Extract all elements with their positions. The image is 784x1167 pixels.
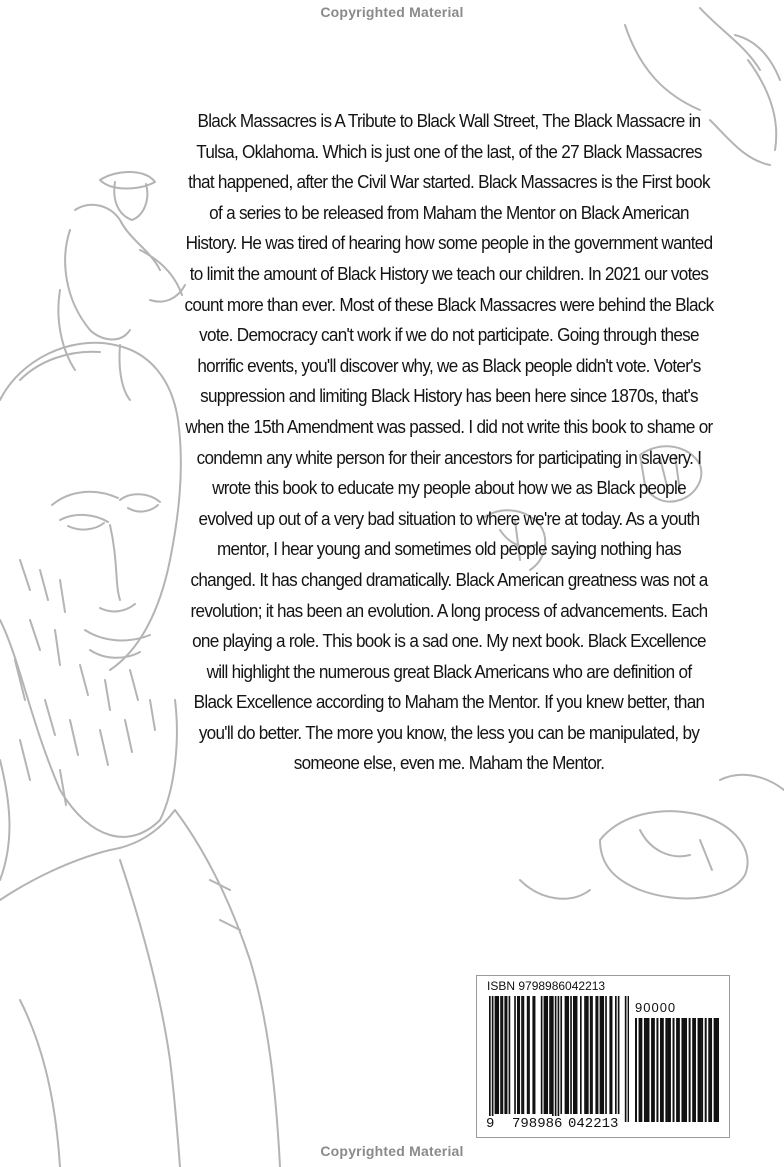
barcode-bar (570, 996, 572, 1114)
addon-bar (644, 1018, 646, 1122)
isbn-barcode (476, 975, 730, 1138)
blurb-line: evolved up out of a very bad situation to where we're at today. As a youth (198, 507, 700, 529)
blurb-line: mentor, I hear young and sometimes old people saying nothing has (216, 538, 682, 560)
addon-bar (673, 1018, 675, 1122)
blurb-line: Tulsa, Oklahoma. Which is just one of the last, of the 27 Black Massacres (196, 140, 702, 162)
addon-bar (639, 1018, 641, 1122)
addon-bar (714, 1018, 716, 1122)
barcode-bar (518, 996, 520, 1114)
addon-bar (665, 1018, 667, 1122)
addon-bar (669, 1018, 671, 1122)
barcode-bar (555, 996, 557, 1122)
blurb-line: will highlight the numerous great Black Americans who are definition of (206, 660, 692, 682)
barcode-bar (541, 996, 543, 1114)
addon-bar (651, 1018, 653, 1122)
addon-bar (708, 1018, 710, 1122)
barcode-bar (591, 996, 593, 1114)
barcode-bar (576, 996, 578, 1114)
blurb-line: Black Massacres is A Tribute to Black Wall Street, The Black Massacre in (197, 110, 701, 131)
blurb-line: horrific events, you'll discover why, we as Black people didn't vote. Voter's (197, 354, 701, 376)
barcode-bar (497, 996, 499, 1114)
barcode-bar (560, 996, 562, 1114)
blurb-line: History. He was tired of hearing how some people in the government wanted (185, 232, 713, 254)
addon-bar (710, 1018, 712, 1122)
addon-bar (653, 1018, 655, 1122)
blurb-line: one playing a role. This book is a sad one. My next book. Black Excellence (192, 630, 706, 652)
addon-bar (689, 1018, 691, 1122)
barcode-bar (628, 996, 629, 1122)
addon-barcode-bars (635, 1018, 719, 1122)
barcode-bar (615, 996, 617, 1114)
barcode-bar (552, 996, 554, 1122)
addon-bar (662, 1018, 664, 1122)
isbn-digits-right: 042213 (568, 1116, 619, 1132)
barcode-bar (502, 996, 504, 1114)
addon-bar (646, 1018, 648, 1122)
addon-bar (648, 1018, 650, 1122)
addon-bar (717, 1018, 719, 1122)
addon-bar (667, 1018, 669, 1122)
blurb-line: when the 15th Amendment was passed. I did not write this book to shame or (185, 415, 713, 437)
barcode-bar (492, 996, 494, 1122)
barcode-bar (605, 996, 607, 1114)
barcode-bar (625, 996, 627, 1122)
isbn-label: ISBN 9798986042213 (487, 979, 606, 993)
barcode-bar (611, 996, 613, 1114)
back-cover-blurb (171, 106, 727, 779)
barcode-bar (523, 996, 525, 1114)
isbn-digit-first: 9 (486, 1116, 495, 1132)
addon-bar (640, 1018, 642, 1122)
ean13-barcode-bars (489, 996, 629, 1122)
barcode-bar (567, 996, 569, 1114)
addon-bar (698, 1018, 700, 1122)
blurb-line: you'll do better. The more you know, the less you can be manipulated, by (198, 721, 700, 743)
addon-bar (635, 1018, 637, 1122)
blurb-line: suppression and limiting Black History has been here since 1870s, that's (200, 385, 698, 407)
addon-bar (699, 1018, 701, 1122)
barcode-bar (546, 996, 548, 1114)
blurb-line: to limit the amount of Black History we teach our children. In 2021 our votes (189, 262, 709, 284)
addon-bar (683, 1018, 685, 1122)
blurb-line: condemn any white person for their ancestors for participating in slavery. I (196, 446, 702, 468)
addon-bar (701, 1018, 703, 1122)
isbn-digits-left: 798986 (512, 1116, 563, 1132)
blurb-line: count more than ever. Most of these Black Massacres were behind the Black (184, 293, 714, 315)
price-code: 90000 (635, 1000, 677, 1015)
addon-bar (678, 1018, 680, 1122)
blurb-line: wrote this book to educate my people about how we as Black people (212, 477, 686, 499)
addon-bar (705, 1018, 707, 1122)
blurb-line: vote. Democracy can't work if we do not participate. Going through these (199, 324, 699, 346)
addon-bar (715, 1018, 717, 1122)
blurb-line: someone else, even me. Maham the Mentor. (293, 752, 605, 774)
barcode-bar (509, 996, 511, 1114)
addon-bar (660, 1018, 662, 1122)
copyright-watermark-bottom: Copyrighted Material (320, 1143, 464, 1159)
barcode-bar (587, 996, 589, 1114)
addon-bar (656, 1018, 658, 1122)
barcode-bar (514, 996, 516, 1114)
barcode-bar (534, 996, 536, 1114)
addon-bar (681, 1018, 683, 1122)
barcode-bar (506, 996, 508, 1114)
blurb-line: Black Excellence according to Maham the Mentor. If you knew better, than (193, 691, 705, 713)
addon-bar (692, 1018, 694, 1122)
barcode-bar (597, 996, 599, 1114)
addon-bar (685, 1018, 687, 1122)
addon-bar (694, 1018, 696, 1122)
barcode-bar (602, 996, 604, 1114)
blurb-line: revolution; it has been an evolution. A long process of advancements. Each (190, 599, 708, 621)
copyright-watermark-top: Copyrighted Material (320, 4, 464, 20)
blurb-line: that happened, after the Civil War started. Black Massacres is the First book (188, 171, 710, 193)
barcode-bar (618, 996, 620, 1114)
barcode-bar (528, 996, 530, 1114)
barcode-bar (558, 996, 560, 1122)
blurb-line: changed. It has changed dramatically. Black American greatness was not a (190, 568, 708, 590)
barcode-bar (489, 996, 491, 1122)
addon-bar (676, 1018, 678, 1122)
blurb-line: of a series to be released from Maham the Mentor on Black American (209, 201, 689, 223)
barcode-bar (580, 996, 582, 1114)
